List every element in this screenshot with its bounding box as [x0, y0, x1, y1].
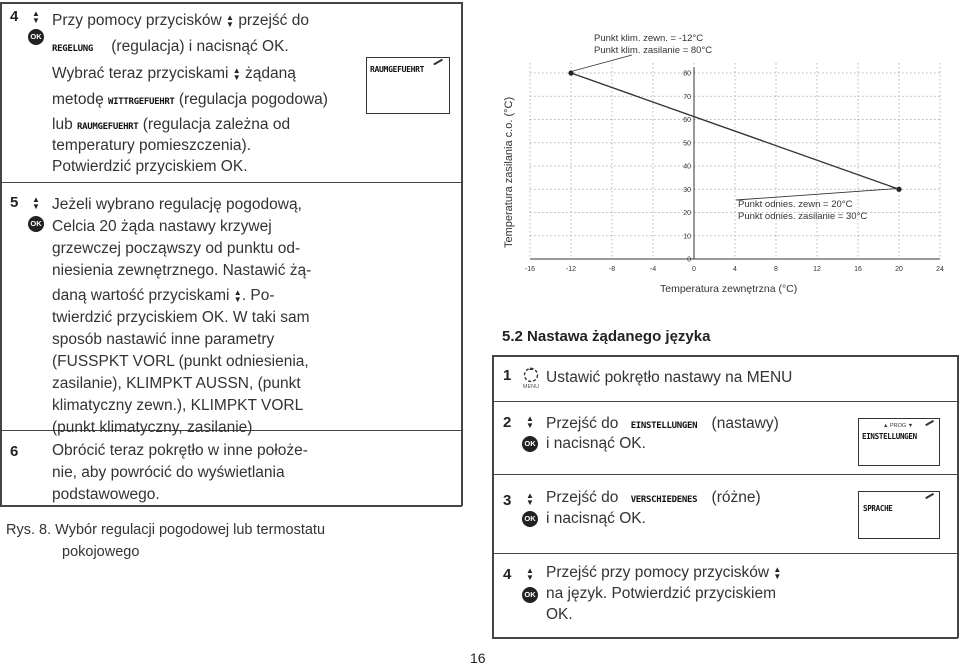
- chart-x-tick-label: 4: [733, 266, 737, 273]
- step-5-line-5b: . Po-: [241, 287, 275, 304]
- ok-button-icon: OK: [522, 584, 538, 603]
- chart-x-axis-label: Temperatura zewnętrzna (°C): [660, 283, 798, 295]
- display-prog-label: ▲ PROG ▼: [883, 423, 914, 429]
- lcd-code-regelung: REGELUNG: [52, 44, 93, 54]
- step-5-line-6: twierdzić przyciskiem OK. W taki sam: [52, 309, 310, 326]
- step-4-line-3b: żądaną: [245, 65, 296, 82]
- chart-y-tick-label: 50: [683, 140, 691, 148]
- divider-step4-5: [0, 182, 462, 183]
- step-6-number: 6: [10, 443, 19, 460]
- chart-y-tick-label: 40: [683, 163, 691, 171]
- lang-step-1-number: 1: [503, 367, 512, 384]
- step-4-line-1b: przejść do: [238, 12, 309, 29]
- step-4-line-1a: Przy pomocy przycisków: [52, 12, 222, 29]
- chart-y-tick-label: 60: [683, 117, 691, 124]
- chart-grid: [530, 63, 940, 259]
- chart-annotation-mid-1: Punkt odnies. zewn = 20°C: [738, 199, 853, 210]
- step-5-line-5a: daną wartość przyciskami: [52, 287, 230, 304]
- left-box-top: [0, 2, 462, 4]
- step-4-line-2-text: (regulacja) i nacisnąć OK.: [111, 38, 289, 55]
- lang-step-3-line-1a: Przejść do: [546, 489, 619, 506]
- chart-y-tick-label: 20: [683, 210, 691, 217]
- lcd-code-wittrgefuehrt: WITTRGEFUEHRT: [108, 97, 175, 107]
- step-4-line-2: [52, 36, 289, 60]
- chart-x-tick-label: 20: [895, 266, 903, 273]
- lang-step-3-line-1b: (różne): [711, 489, 761, 506]
- lang-step-1-text: Ustawić pokrętło nastawy na MENU: [546, 369, 793, 386]
- lang-step-2-line-1b: (nastawy): [711, 415, 779, 432]
- lcd-code-raumgefuehrt: RAUMGEFUEHRT: [77, 122, 139, 132]
- heating-curve-chart: [492, 28, 954, 298]
- lang-step-4-line-1-text: Przejść przy pomocy przycisków: [546, 564, 770, 581]
- chart-x-tick-label: -16: [524, 266, 536, 273]
- step-4-line-5a: lub: [52, 116, 73, 133]
- step-4-line-4b: (regulacja pogodowa): [178, 91, 328, 108]
- right-box-top: [492, 355, 958, 357]
- ok-button-icon: OK: [522, 508, 538, 527]
- chart-x-tick-label: -4: [649, 266, 657, 273]
- language-section-title: 5.2 Nastawa żądanego języka: [502, 328, 711, 345]
- right-box-bottom: [492, 637, 958, 639]
- step-6-line-2: nie, aby powrócić do wyświetlania: [52, 464, 285, 481]
- chart-x-tick-label: -8: [608, 266, 616, 273]
- chart-y-tick-label: 0: [687, 256, 691, 264]
- lang-step-2-number: 2: [503, 414, 512, 431]
- lang-step-4-line-1: [546, 562, 781, 584]
- step-4-line-4: [52, 89, 328, 113]
- divider-lang-3-4: [492, 553, 958, 554]
- display-tick-mark: [433, 59, 442, 65]
- lang-step-4-line-2: na język. Potwierdzić przyciskiem: [546, 585, 776, 602]
- chart-y-tick-label: 30: [683, 186, 691, 194]
- right-box-left: [492, 355, 494, 638]
- display-tick-mark: [925, 493, 934, 499]
- chart-annotation-top-1: Punkt klim. zewn. = -12°C: [594, 33, 704, 44]
- chart-y-tick-label: 80: [683, 70, 691, 78]
- chart-tick-labels: [525, 71, 944, 274]
- step-6-line-3: podstawowego.: [52, 486, 160, 503]
- display-screen-einstellungen: [858, 418, 940, 466]
- step-5-line-1: Jeżeli wybrano regulację pogodową,: [52, 196, 302, 213]
- updown-arrows-icon: ▲ ▼: [226, 12, 234, 29]
- chart-y-tick-label: 70: [683, 93, 691, 101]
- ok-button-icon: OK: [28, 213, 44, 232]
- step-6-line-1: Obrócić teraz pokrętło w inne położe-: [52, 442, 308, 459]
- lang-step-4-line-3: OK.: [546, 606, 573, 623]
- lang-step-2-line-2: i nacisnąć OK.: [546, 435, 646, 452]
- step-5-line-2: Celcia 20 żąda nastawy krzywej: [52, 218, 272, 235]
- chart-y-tick-label: 10: [683, 233, 691, 241]
- step-4-line-3a: Wybrać teraz przyciskami: [52, 65, 229, 82]
- lcd-code-einstellungen: EINSTELLUNGEN: [630, 421, 698, 431]
- chart-x-tick-label: 8: [774, 266, 778, 273]
- chart-x-tick-label: 16: [854, 266, 862, 273]
- page-number: 16: [470, 650, 486, 666]
- display-text: SPRACHE: [863, 504, 893, 513]
- chart-x-tick-label: 0: [692, 266, 696, 273]
- updown-arrows-icon: ▲ ▼: [526, 565, 534, 582]
- lang-step-4-number: 4: [503, 566, 512, 583]
- chart-series-point: [896, 187, 901, 192]
- step-5-line-8: (FUSSPKT VORL (punkt odniesienia,: [52, 353, 309, 370]
- divider-lang-2-3: [492, 474, 958, 475]
- ok-button-icon: OK: [522, 433, 538, 452]
- updown-arrows-icon: ▲ ▼: [232, 65, 241, 82]
- step-4-line-4a: metodę: [52, 91, 104, 108]
- step-5-line-7: sposób nastawić inne parametry: [52, 331, 275, 348]
- display-text: RAUMGEFUEHRT: [370, 65, 425, 74]
- display-screen-sprache: [858, 491, 940, 539]
- step-4-line-1: [52, 10, 309, 32]
- knob-menu-label: MENU: [522, 384, 540, 390]
- right-box-right: [957, 355, 959, 638]
- updown-arrows-icon: ▲ ▼: [32, 8, 40, 25]
- ok-button-icon: OK: [28, 26, 44, 45]
- chart-annotation-leader-top: [573, 55, 632, 71]
- updown-arrows-icon: ▲ ▼: [526, 490, 534, 507]
- display-screen-raumgefuehrt: [366, 57, 450, 114]
- step-5-line-4: niesienia zewnętrznego. Nastawić żą-: [52, 262, 312, 279]
- step-5-line-5: [52, 285, 275, 307]
- menu-knob-icon: [521, 365, 541, 393]
- step-5-line-11: (punkt klimatyczny, zasilanie): [52, 419, 253, 436]
- step-4-line-7: Potwierdzić przyciskiem OK.: [52, 158, 248, 175]
- divider-lang-1-2: [492, 401, 958, 402]
- display-text: EINSTELLUNGEN: [862, 432, 917, 441]
- step-5-line-3: grzewczej począwszy od punktu od-: [52, 240, 301, 257]
- chart-annotation-mid-2: Punkt odnies. zasilanie = 30°C: [738, 211, 868, 222]
- step-5-line-9: zasilanie), KLIMPKT AUSSN, (punkt: [52, 375, 301, 392]
- step-5-line-10: klimatyczny zewn.), KLIMPKT VORL: [52, 397, 304, 414]
- display-tick-mark: [925, 420, 934, 426]
- lang-step-3-number: 3: [503, 492, 512, 509]
- updown-arrows-icon: ▲ ▼: [773, 564, 782, 581]
- chart-annotation-top-2: Punkt klim. zasilanie = 80°C: [594, 45, 713, 56]
- step-4-number: 4: [10, 8, 19, 25]
- step-4-line-3: [52, 63, 296, 85]
- figure-caption-line-2: pokojowego: [62, 544, 140, 560]
- lang-step-2-line-1a: Przejść do: [546, 415, 619, 432]
- updown-arrows-icon: ▲ ▼: [32, 194, 40, 211]
- chart-x-tick-label: -12: [565, 266, 577, 273]
- updown-arrows-icon: ▲ ▼: [526, 413, 534, 430]
- chart-y-axis-label: Temperatura zasilania c.o. (°C): [503, 96, 515, 248]
- figure-caption-line-1: Rys. 8. Wybór regulacji pogodowej lub termostatu: [6, 522, 326, 538]
- lang-step-3-line-2: i nacisnąć OK.: [546, 510, 646, 527]
- step-4-line-6: temperatury pomieszczenia).: [52, 137, 251, 154]
- chart-x-tick-label: 24: [936, 266, 944, 273]
- step-4-line-5b: (regulacja zależna od: [142, 116, 291, 133]
- chart-x-tick-label: 12: [813, 266, 821, 273]
- lcd-code-verschiedenes: VERSCHIEDENES: [630, 495, 698, 505]
- step-5-number: 5: [10, 194, 19, 211]
- chart-series-point: [568, 70, 573, 75]
- updown-arrows-icon: ▲ ▼: [233, 287, 242, 304]
